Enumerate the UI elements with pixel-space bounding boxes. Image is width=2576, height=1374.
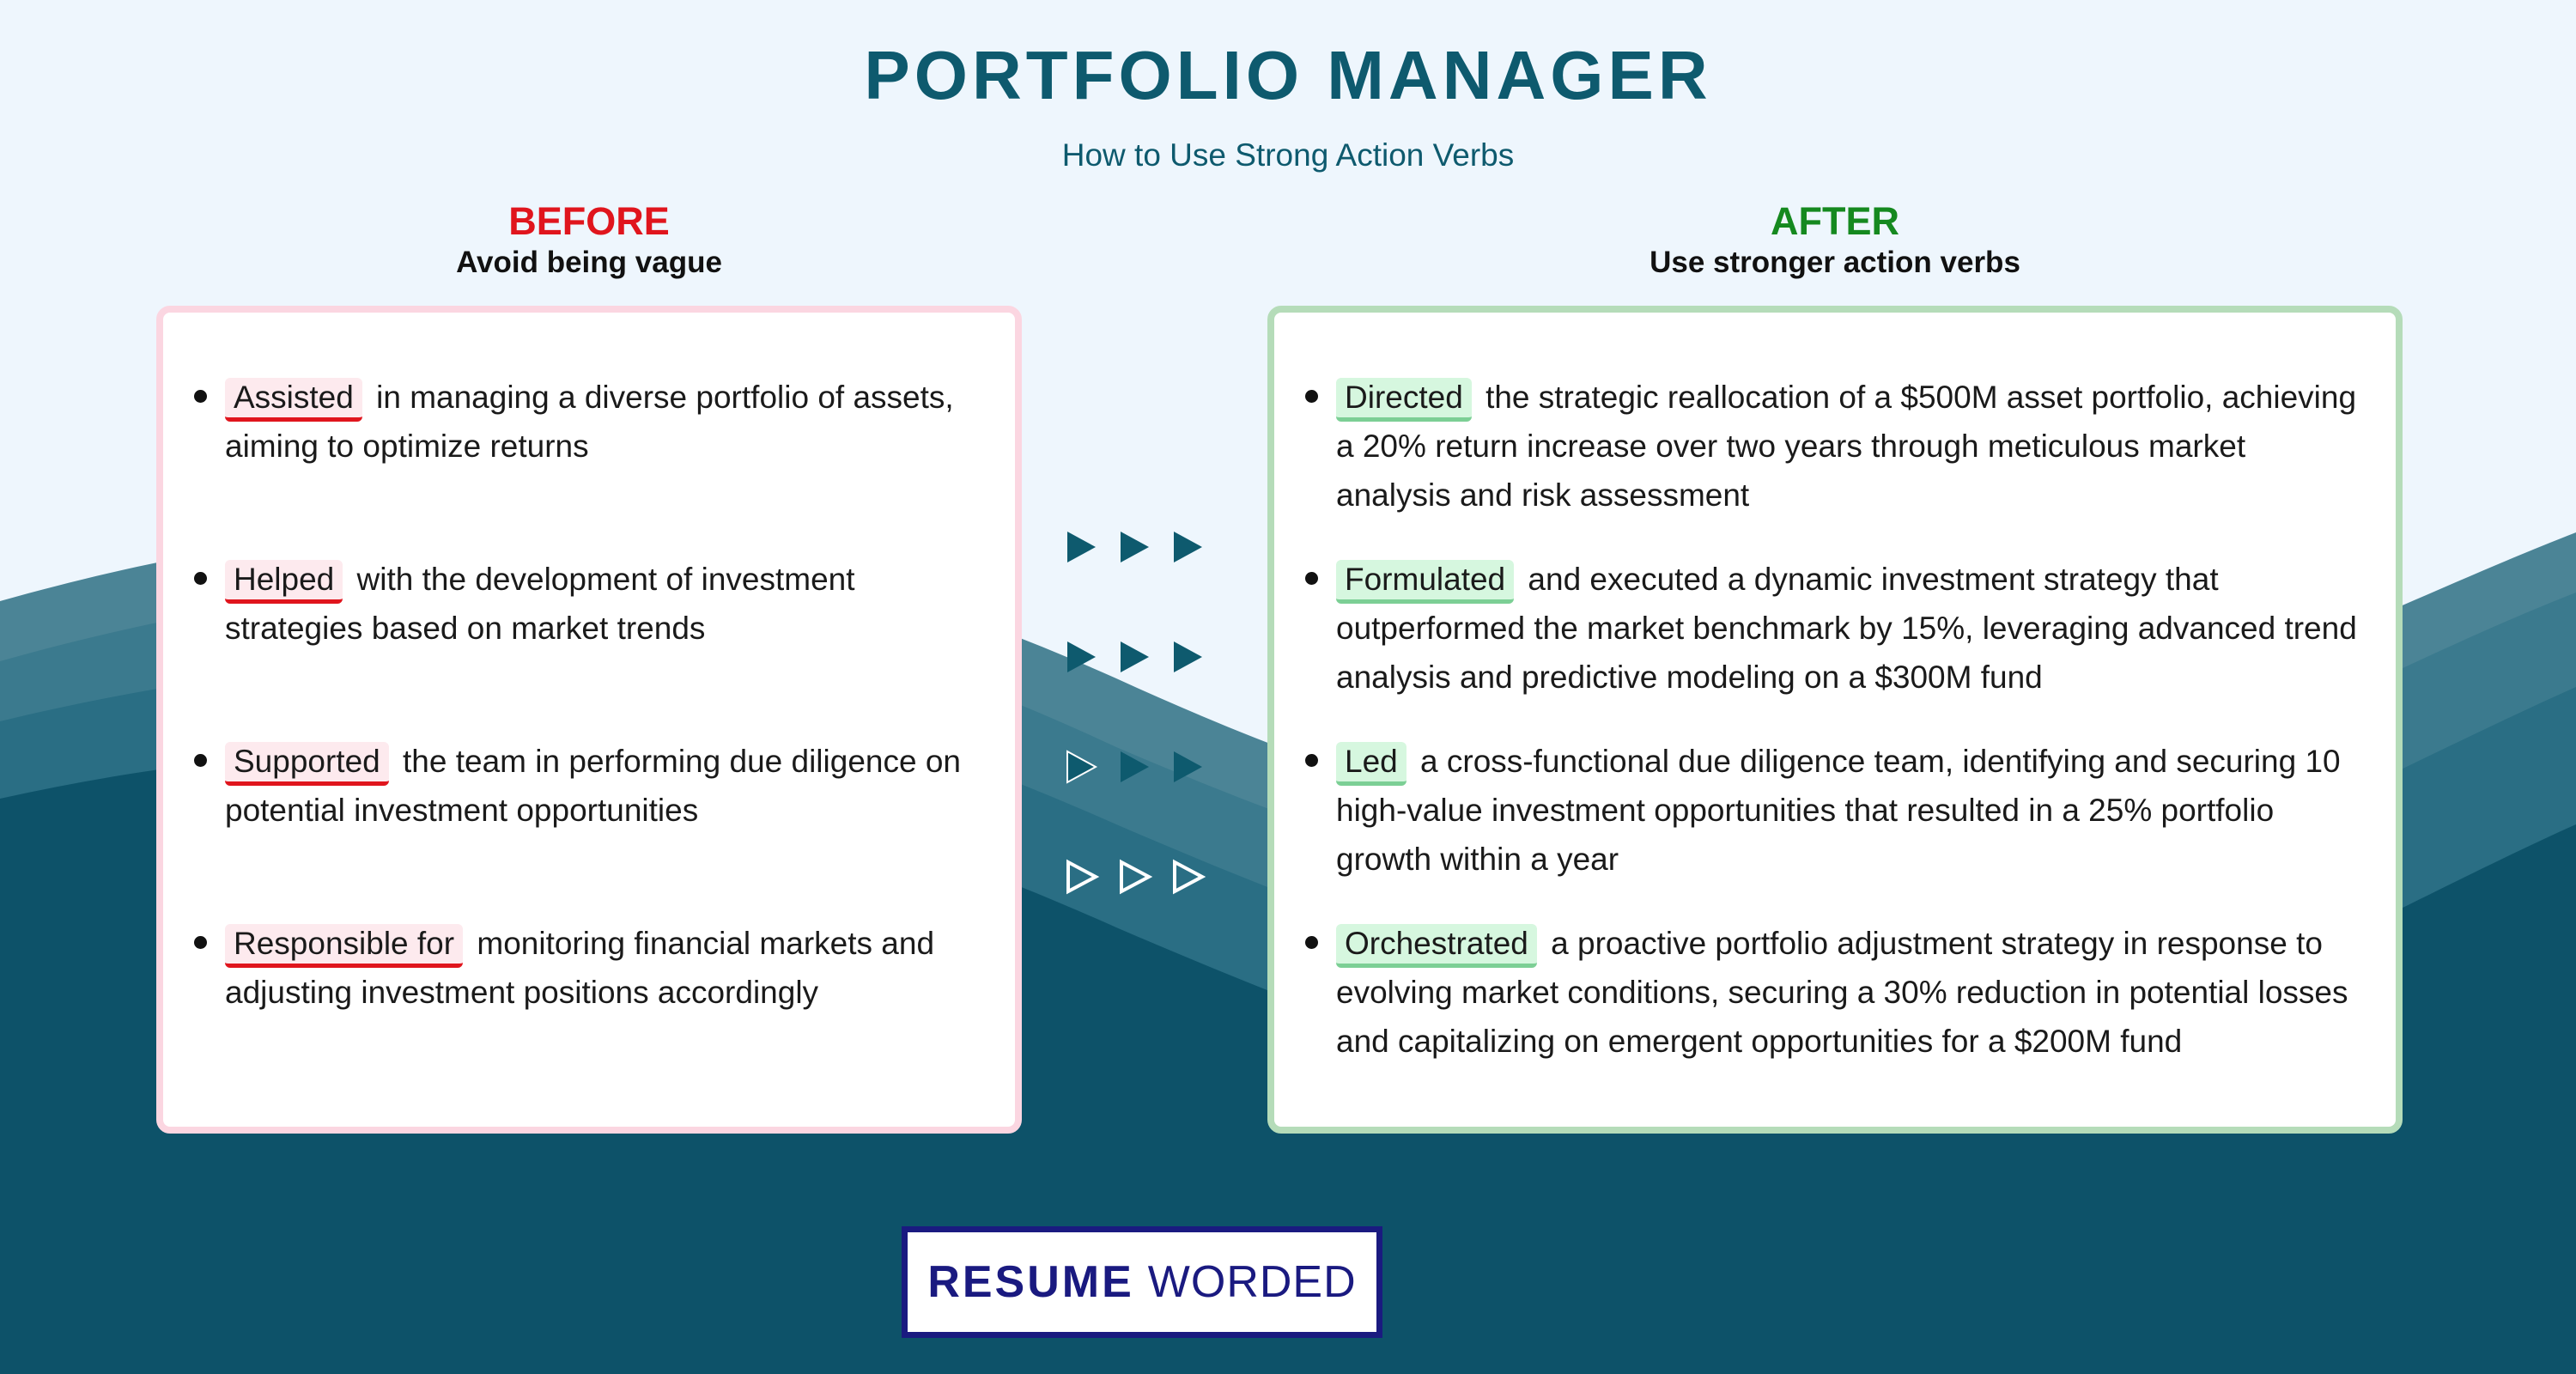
bullet-dot <box>194 390 207 403</box>
list-item <box>225 555 998 653</box>
triple-play-arrow-icon <box>1063 526 1209 568</box>
bullet-text: and executed a dynamic investment strategy that outperformed the market benchmark by 15%, leveraging advanced trend analysis and predictive modeling on a $300M fund <box>1336 562 2357 695</box>
weak-verb: Supported <box>225 742 389 786</box>
list-item <box>225 919 998 1017</box>
bullet-dot <box>194 572 207 585</box>
after-heading <box>1267 199 2403 282</box>
page-title: PORTFOLIO MANAGER <box>864 37 1712 113</box>
before-sublabel: Avoid being vague <box>456 246 722 279</box>
list-item <box>1336 737 2366 884</box>
logo-light-text: WORDED <box>1147 1257 1357 1307</box>
bullet-dot <box>194 936 207 949</box>
bullet-text: the strategic reallocation of a $500M asset portfolio, achieving a 20% return increase over two years through meticulous market analysis and risk assessment <box>1336 380 2357 513</box>
logo-bold-text: RESUME <box>927 1257 1134 1307</box>
bullet-dot <box>1305 754 1318 767</box>
list-item <box>225 373 998 471</box>
bullet-text: a cross-functional due diligence team, identifying and securing 10 high-value investment opportunities that resulted in a 25% portfolio growth within a year <box>1336 744 2341 877</box>
triple-play-arrow-outline-icon <box>1063 855 1209 898</box>
strong-verb: Orchestrated <box>1336 924 1537 968</box>
after-label: AFTER <box>1771 199 1899 243</box>
after-panel <box>1267 306 2403 1134</box>
before-heading <box>156 199 1022 282</box>
bullet-text: in managing a diverse portfolio of assets, aiming to optimize returns <box>225 380 954 464</box>
bullet-dot <box>1305 390 1318 403</box>
resume-worded-logo <box>902 1226 1382 1338</box>
weak-verb: Helped <box>225 560 343 604</box>
list-item <box>1336 373 2366 520</box>
triple-play-arrow-icon <box>1063 635 1209 678</box>
bullet-text: a proactive portfolio adjustment strategy in response to evolving market conditions, securing a 30% reduction in potential losses and capitalizing on emergent opportunities for a $200M fund <box>1336 926 2348 1059</box>
page-subtitle: How to Use Strong Action Verbs <box>1061 137 1515 173</box>
strong-verb: Directed <box>1336 378 1472 422</box>
after-sublabel: Use stronger action verbs <box>1649 246 2020 279</box>
before-label: BEFORE <box>508 199 670 243</box>
strong-verb: Led <box>1336 742 1406 786</box>
weak-verb: Responsible for <box>225 924 463 968</box>
triple-play-arrow-icon <box>1063 745 1209 788</box>
strong-verb: Formulated <box>1336 560 1514 604</box>
list-item <box>1336 555 2366 702</box>
bullet-text: with the development of investment strategies based on market trends <box>225 562 855 646</box>
bullet-dot <box>1305 936 1318 949</box>
bullet-dot <box>1305 572 1318 585</box>
list-item <box>225 737 998 835</box>
bullet-text: monitoring financial markets and adjusting investment positions accordingly <box>225 926 935 1010</box>
weak-verb: Assisted <box>225 378 362 422</box>
list-item <box>1336 919 2366 1066</box>
bullet-text: the team in performing due diligence on potential investment opportunities <box>225 744 961 828</box>
before-panel <box>156 306 1022 1134</box>
bullet-dot <box>194 754 207 767</box>
